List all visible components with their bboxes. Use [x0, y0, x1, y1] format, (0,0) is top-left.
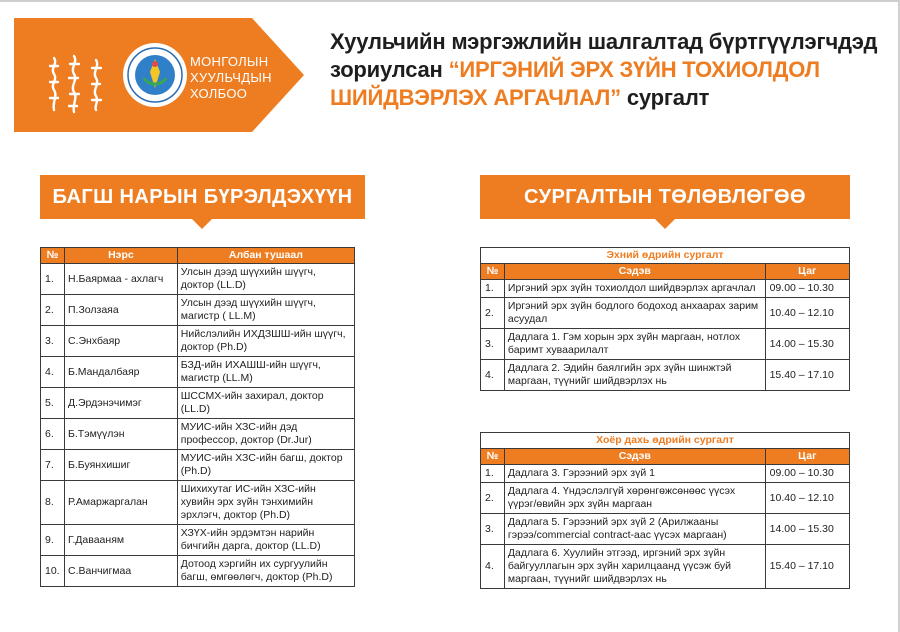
- teacher-name: С.Ванчигмаа: [64, 556, 177, 587]
- table-row: [41, 481, 355, 525]
- teacher-name: Б.Буянхишиг: [64, 450, 177, 481]
- day1-plan-table: [480, 247, 850, 391]
- staff-section-title: [40, 175, 365, 219]
- staff-table: [40, 247, 355, 587]
- column-header: Цаг: [765, 264, 849, 280]
- organization-name: [190, 54, 300, 102]
- teacher-position: Улсын дээд шүүхийн шүүгч, доктор (LL.D): [177, 264, 354, 295]
- session-topic: Дадлага 5. Гэрээний эрх зүй 2 (Арилжааны гэрээ/commercial contract-аас үүсэх маргаан): [504, 514, 765, 545]
- teacher-position: ШССМХ-ийн захирал, доктор (LL.D): [177, 388, 354, 419]
- day1-title: Эхний өдрийн сургалт: [481, 248, 850, 264]
- session-time: 15.40 – 17.10: [765, 545, 849, 589]
- session-time: 14.00 – 15.30: [765, 514, 849, 545]
- teacher-name: Г.Давааням: [64, 525, 177, 556]
- table-row: [41, 264, 355, 295]
- title-notch: [192, 219, 212, 229]
- session-topic: Дадлага 6. Хуулийн этгээд, иргэний эрх зүйн байгууллагын эрх зүйн харилцаанд үүсэж буй маргаан, түүнийг шийдвэрлэх нь: [504, 545, 765, 589]
- teacher-name: П.Золзаяа: [64, 295, 177, 326]
- row-number: 7.: [41, 450, 65, 481]
- plan-section-title: [480, 175, 850, 219]
- session-topic: Иргэний эрх зүйн бодлого бодоход анхаарах зарим асуудал: [504, 298, 765, 329]
- day-title-row: [481, 433, 850, 449]
- session-topic: Иргэний эрх зүйн тохиолдол шийдвэрлэх аргачлал: [504, 280, 765, 298]
- table-row: [41, 388, 355, 419]
- column-header: №: [481, 449, 505, 465]
- table-row: [481, 280, 850, 298]
- session-time: 10.40 – 12.10: [765, 298, 849, 329]
- row-number: 4.: [481, 360, 505, 391]
- table-header-row: [41, 248, 355, 264]
- header-banner: [14, 18, 304, 132]
- session-time: 09.00 – 10.30: [765, 465, 849, 483]
- day2-title: Хоёр дахь өдрийн сургалт: [481, 433, 850, 449]
- row-number: 3.: [481, 514, 505, 545]
- table-row: [41, 556, 355, 587]
- table-row: [41, 295, 355, 326]
- row-number: 3.: [41, 326, 65, 357]
- frame-top-border: [0, 0, 900, 2]
- day2-table-body: [481, 433, 850, 589]
- teacher-position: Шихихутаг ИС-ийн ХЗС-ийн хувийн эрх зүйн тэнхимийн эрхлэгч, доктор (Ph.D): [177, 481, 354, 525]
- column-header: №: [41, 248, 65, 264]
- table-row: [481, 465, 850, 483]
- table-row: [481, 545, 850, 589]
- session-topic: Дадлага 2. Эдийн баялгийн эрх зүйн шинжтэй маргаан, түүнийг шийдвэрлэх нь: [504, 360, 765, 391]
- teacher-position: ХЗҮХ-ийн эрдэмтэн нарийн бичгийн дарга, доктор (LL.D): [177, 525, 354, 556]
- row-number: 6.: [41, 419, 65, 450]
- row-number: 4.: [481, 545, 505, 589]
- row-number: 1.: [481, 465, 505, 483]
- headline-prefix: зориулсан: [330, 57, 449, 82]
- row-number: 9.: [41, 525, 65, 556]
- row-number: 1.: [41, 264, 65, 295]
- headline-accent-1: “ИРГЭНИЙ ЭРХ ЗҮЙН ТОХИОЛДОЛ: [448, 57, 820, 82]
- staff-title-text: БАГШ НАРЫН БҮРЭЛДЭХҮҮН: [52, 186, 353, 208]
- title-notch: [655, 219, 675, 229]
- row-number: 1.: [481, 280, 505, 298]
- row-number: 5.: [41, 388, 65, 419]
- session-time: 09.00 – 10.30: [765, 280, 849, 298]
- table-row: [41, 326, 355, 357]
- teacher-name: Б.Мандалбаяр: [64, 357, 177, 388]
- document-headline: [330, 28, 890, 112]
- column-header: Сэдэв: [504, 264, 765, 280]
- column-header: Цаг: [765, 449, 849, 465]
- headline-line-1: Хуульчийн мэргэжлийн шалгалтад бүртгүүлэгчдэд: [330, 29, 878, 54]
- table-row: [41, 450, 355, 481]
- teacher-position: Нийслэлийн ИХДЗШШ-ийн шүүгч, доктор (Ph.D): [177, 326, 354, 357]
- headline-line-2: [330, 56, 890, 84]
- table-row: [481, 514, 850, 545]
- teacher-position: Дотоод хэргийн их сургуулийн багш, өмгөөлөгч, доктор (Ph.D): [177, 556, 354, 587]
- table-row: [41, 419, 355, 450]
- org-name-line: МОНГОЛЫН: [190, 54, 269, 69]
- column-header: Сэдэв: [504, 449, 765, 465]
- table-row: [481, 483, 850, 514]
- day-title-row: [481, 248, 850, 264]
- row-number: 10.: [41, 556, 65, 587]
- column-header: №: [481, 264, 505, 280]
- teacher-position: МУИС-ийн ХЗС-ийн багш, доктор (Ph.D): [177, 450, 354, 481]
- session-time: 14.00 – 15.30: [765, 329, 849, 360]
- session-time: 10.40 – 12.10: [765, 483, 849, 514]
- table-row: [481, 298, 850, 329]
- day2-plan-table: [480, 432, 850, 589]
- association-emblem: [122, 42, 188, 108]
- headline-accent-2: ШИЙДВЭРЛЭХ АРГАЧЛАЛ”: [330, 85, 621, 110]
- staff-table-body: [41, 264, 355, 587]
- headline-line-3: [330, 84, 890, 112]
- teacher-name: С.Энхбаяр: [64, 326, 177, 357]
- row-number: 2.: [481, 483, 505, 514]
- session-topic: Дадлага 4. Үндэслэлгүй хөрөнгөжсөнөөс үүсэх үүрэг/өвийн эрх зүйн маргаан: [504, 483, 765, 514]
- table-header-row: [481, 264, 850, 280]
- org-name-line: ХОЛБОО: [190, 86, 248, 101]
- plan-title-text: СУРГАЛТЫН ТӨЛӨВЛӨГӨӨ: [524, 186, 806, 208]
- table-row: [41, 357, 355, 388]
- table-header-row: [481, 449, 850, 465]
- row-number: 2.: [481, 298, 505, 329]
- day1-table-body: [481, 248, 850, 391]
- org-name-line: ХУУЛЬЧДЫН: [190, 70, 272, 85]
- session-topic: Дадлага 1. Гэм хорын эрх зүйн маргаан, нотлох баримт хуваарилалт: [504, 329, 765, 360]
- mongolian-script-logo: [44, 54, 116, 114]
- teacher-position: БЗД-ийн ИХАШШ-ийн шүүгч, магистр (LL.M): [177, 357, 354, 388]
- row-number: 8.: [41, 481, 65, 525]
- column-header: Нэрс: [64, 248, 177, 264]
- teacher-name: Р.Амаржаргалан: [64, 481, 177, 525]
- teacher-position: МУИС-ийн ХЗС-ийн дэд профессор, доктор (Dr.Jur): [177, 419, 354, 450]
- column-header: Албан тушаал: [177, 248, 354, 264]
- row-number: 2.: [41, 295, 65, 326]
- row-number: 3.: [481, 329, 505, 360]
- table-row: [41, 525, 355, 556]
- teacher-position: Улсын дээд шүүхийн шүүгч, магистр ( LL.M): [177, 295, 354, 326]
- table-row: [481, 360, 850, 391]
- row-number: 4.: [41, 357, 65, 388]
- teacher-name: Б.Тэмүүлэн: [64, 419, 177, 450]
- teacher-name: Н.Баярмаа - ахлагч: [64, 264, 177, 295]
- session-time: 15.40 – 17.10: [765, 360, 849, 391]
- teacher-name: Д.Эрдэнэчимэг: [64, 388, 177, 419]
- headline-suffix: сургалт: [620, 85, 710, 110]
- session-topic: Дадлага 3. Гэрээний эрх зүй 1: [504, 465, 765, 483]
- table-row: [481, 329, 850, 360]
